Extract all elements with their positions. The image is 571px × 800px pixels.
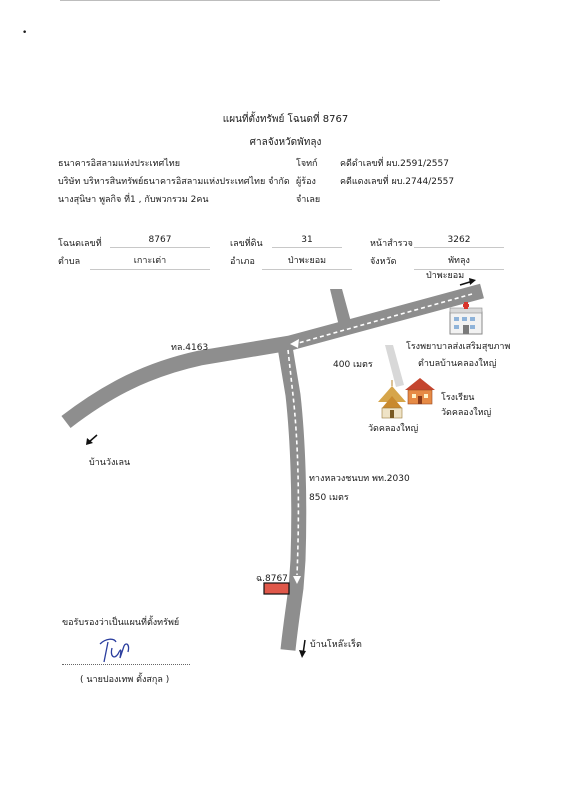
- defendant-name: นางสุนิษา พูลกิจ ที่1 , กับพวกรวม 2คน: [58, 195, 209, 205]
- role-defendant: จำเลย: [296, 195, 321, 205]
- signature-mark: [96, 634, 136, 666]
- subdistrict-label: ตำบล: [58, 257, 81, 267]
- signature-line: [62, 664, 190, 665]
- red-case-number: คดีแดงเลขที่ ผบ.2744/2557: [340, 177, 455, 187]
- district-value: ป่าพะยอม: [262, 253, 352, 270]
- document-title: แผนที่ตั้งทรัพย์ โฉนดที่ 8767: [222, 114, 349, 125]
- deed-no-value: 8767: [110, 235, 210, 248]
- plaintiff-2: บริษัท บริหารสินทรัพย์ธนาคารอิสลามแห่งประเทศไทย จำกัด: [58, 177, 290, 187]
- label-to-south: บ้านโหล๊ะเร็ต: [310, 640, 362, 650]
- label-to-payom: ป่าพะยอม: [426, 271, 465, 281]
- role-applicant: ผู้ร้อง: [296, 177, 316, 187]
- label-distance-400: 400 เมตร: [333, 360, 373, 370]
- survey-label: หน้าสำรวจ: [370, 239, 413, 249]
- role-plaintiff: โจทก์: [296, 159, 318, 169]
- certify-text: ขอรับรองว่าเป็นแผนที่ตั้งทรัพย์: [62, 618, 180, 628]
- survey-value: 3262: [414, 235, 504, 248]
- plaintiff-1: ธนาคารอิสลามแห่งประเทศไทย: [58, 159, 180, 169]
- arrow-to-south-icon: [299, 640, 306, 658]
- deed-no-label: โฉนดเลขที่: [58, 239, 102, 249]
- label-hospital-2: ตำบลบ้านคลองใหญ่: [418, 359, 497, 369]
- province-label: จังหวัด: [370, 257, 397, 267]
- rural-road-2030: [285, 347, 299, 650]
- label-to-wangen: บ้านวังเลน: [89, 458, 131, 468]
- land-no-value: 31: [272, 235, 342, 248]
- label-plot: ฉ.8767: [256, 574, 288, 584]
- school-icon: [405, 378, 435, 404]
- label-rural-road: ทางหลวงชนบท พท.2030: [309, 474, 410, 484]
- label-school: โรงเรียน: [441, 393, 475, 403]
- branch-lane: [385, 345, 404, 387]
- hospital-icon: [450, 302, 482, 334]
- label-highway-4163: ทล.4163: [171, 343, 209, 353]
- label-school-2: วัดคลองใหญ่: [441, 408, 492, 418]
- label-temple: วัดคลองใหญ่: [368, 424, 419, 434]
- temple-icon: [378, 380, 406, 418]
- scan-speck: •: [22, 28, 28, 38]
- subdistrict-value: เกาะเต่า: [90, 253, 210, 270]
- district-label: อำเภอ: [230, 257, 255, 267]
- land-no-label: เลขที่ดิน: [230, 239, 263, 249]
- label-distance-850: 850 เมตร: [309, 493, 349, 503]
- signer-name: ( นายปองเทพ ตั้งสกุล ): [80, 675, 170, 685]
- label-hospital: โรงพยาบาลส่งเสริมสุขภาพ: [406, 342, 511, 352]
- arrow-to-wangen-icon: [86, 435, 97, 445]
- court-name: ศาลจังหวัดพัทลุง: [249, 137, 322, 148]
- black-case-number: คดีดำเลขที่ ผบ.2591/2557: [340, 159, 449, 169]
- province-value: พัทลุง: [414, 253, 504, 270]
